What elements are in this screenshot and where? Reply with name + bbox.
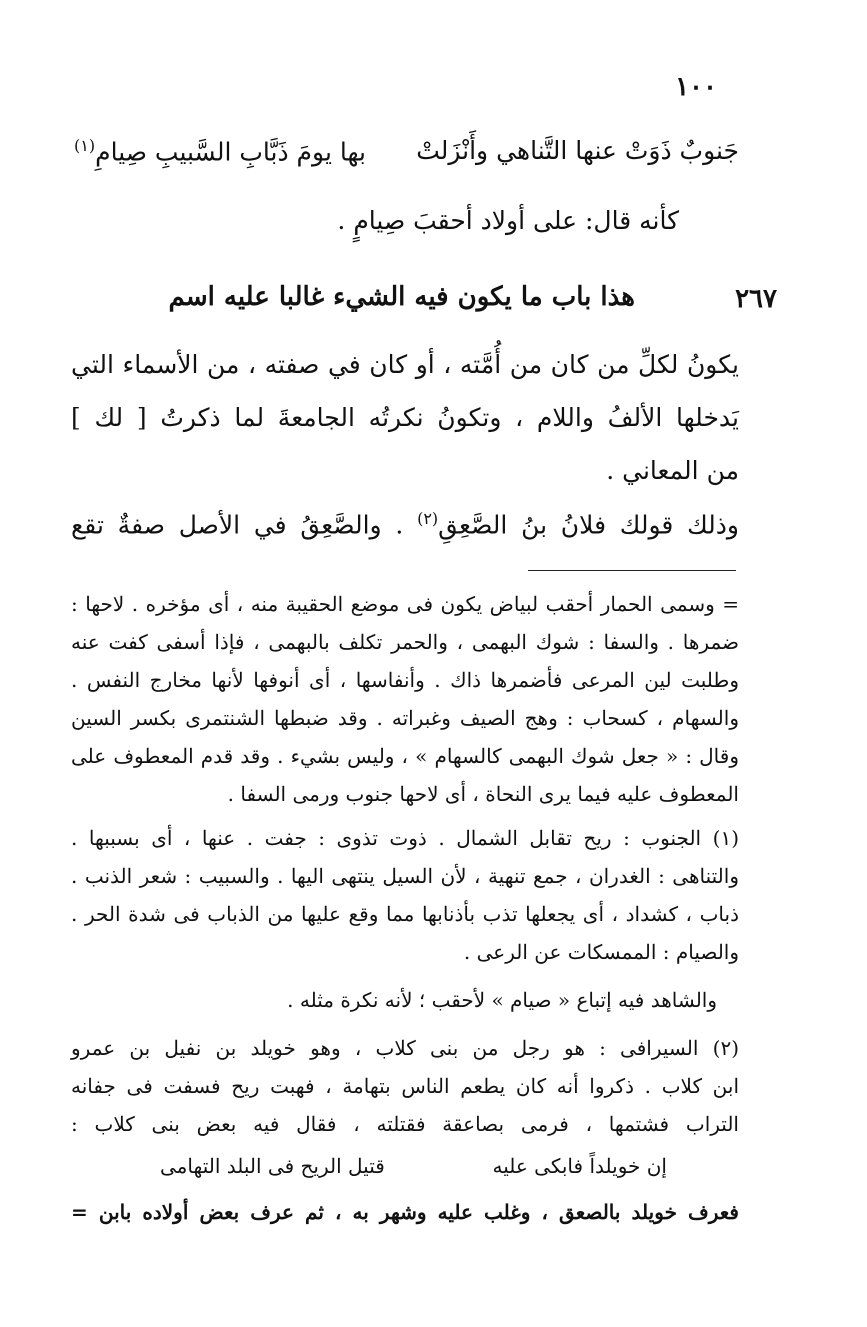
main-line-2: يَدخلها الألفُ واللام ، وتكونُ نكرتُه الجامعةَ لما ذكرتُ [ لك ] — [71, 403, 739, 432]
page-number: ١٠٠ — [675, 72, 717, 102]
note-b-line-3: ذباب ، كشداد ، أى يجعلها تذب بأذنابها مما وقع عليها من الذباب فى شدة الحر . — [71, 902, 739, 926]
note-a-line-1: = وسمى الحمار أحقب لبياض يكون فى موضع الحقيبة منه ، أى مؤخره . لاحها : — [71, 592, 739, 616]
section-heading: هذا باب ما يكون فيه الشيء غالبا عليه اسم — [168, 282, 635, 312]
footnote-mark-2: (٢) — [417, 509, 439, 528]
main-line-4-start: وذلك قولك فلانُ بنُ الصَّعِقِ — [438, 510, 739, 540]
final-line: فعرف خويلد بالصعق ، وغلب عليه وشهر به ، ثم عرف بعض أولاده بابن = — [71, 1200, 739, 1224]
main-line-1: يكونُ لكلِّ من كان من أُمَّته ، أو كان في صفته ، من الأسماء التي — [71, 350, 739, 379]
shahid-line: والشاهد فيه إتباع « صيام » لأحقب ؛ لأنه نكرة مثله . — [287, 988, 717, 1012]
main-line-3: من المعاني . — [606, 456, 739, 485]
verse2-hemistich-left: قتيل الريح فى البلد التهامى — [160, 1154, 385, 1178]
note-c-line-3: التراب فشتمها ، فرمى بصاعقة فقتلته ، فقال فيه بعض بنى كلاب : — [71, 1112, 739, 1136]
note-a-line-4: والسهام ، كسحاب : وهج الصيف وغبراته . وقد ضبطها الشنتمرى بكسر السين — [71, 706, 739, 730]
note-b-line-2: والتناهى : الغدران ، جمع تنهية ، لأن السيل ينتهى اليها . والسبيب : شعر الذنب . — [71, 864, 739, 888]
note-a-line-6: المعطوف عليه فيما يرى النحاة ، أى لاحها جنوب ورمى السفا . — [227, 782, 739, 806]
note-b-line-4: والصيام : الممسكات عن الرعى . — [463, 940, 739, 964]
note-c-line-2: ابن كلاب . ذكروا أنه كان يطعم الناس بتهامة ، فهبت ريح فسفت فى جفانه — [71, 1074, 739, 1098]
main-line-4 — [71, 509, 739, 539]
footnote-mark-1: (١) — [74, 136, 96, 155]
note-a-line-3: وطلبت لين المرعى فأضمرها ذاك . وأنفاسها ، أى أنوفها لأنها مخارج النفس . — [71, 668, 739, 692]
verse-hemistich-left — [74, 136, 366, 166]
section-number: ٢٦٧ — [735, 284, 777, 314]
main-line-4-end: . والصَّعِقُ في الأصل صفةٌ تقع — [71, 510, 404, 540]
verse-comment: كأنه قال: على أولاد أحقبَ صِيامٍ . — [337, 206, 679, 235]
verse-hemistich-right: جَنوبٌ ذَوَتْ عنها التَّناهي وأَنْزَلتْ — [416, 136, 739, 165]
verse-hemistich-left-text: بها يومَ ذَبَّابِ السَّبيبِ صِيامِ — [95, 137, 366, 167]
verse2-hemistich-right: إن خويلداً فابكى عليه — [492, 1154, 667, 1178]
note-a-line-5: وقال : « جعل شوك البهمى كالسهام » ، وليس بشيء . وقد قدم المعطوف على — [71, 744, 739, 768]
note-b-line-1: (١) الجنوب : ريح تقابل الشمال . ذوت تذوى : جفت . عنها ، أى بسببها . — [71, 826, 739, 850]
note-c-line-1: (٢) السيرافى : هو رجل من بنى كلاب ، وهو خويلد بن نفيل بن عمرو — [71, 1036, 739, 1060]
note-a-line-2: ضمرها . والسفا : شوك البهمى ، والحمر تكلف بالبهمى ، فإذا أسفى كفت عنه — [71, 630, 739, 654]
footnote-separator — [528, 570, 736, 571]
